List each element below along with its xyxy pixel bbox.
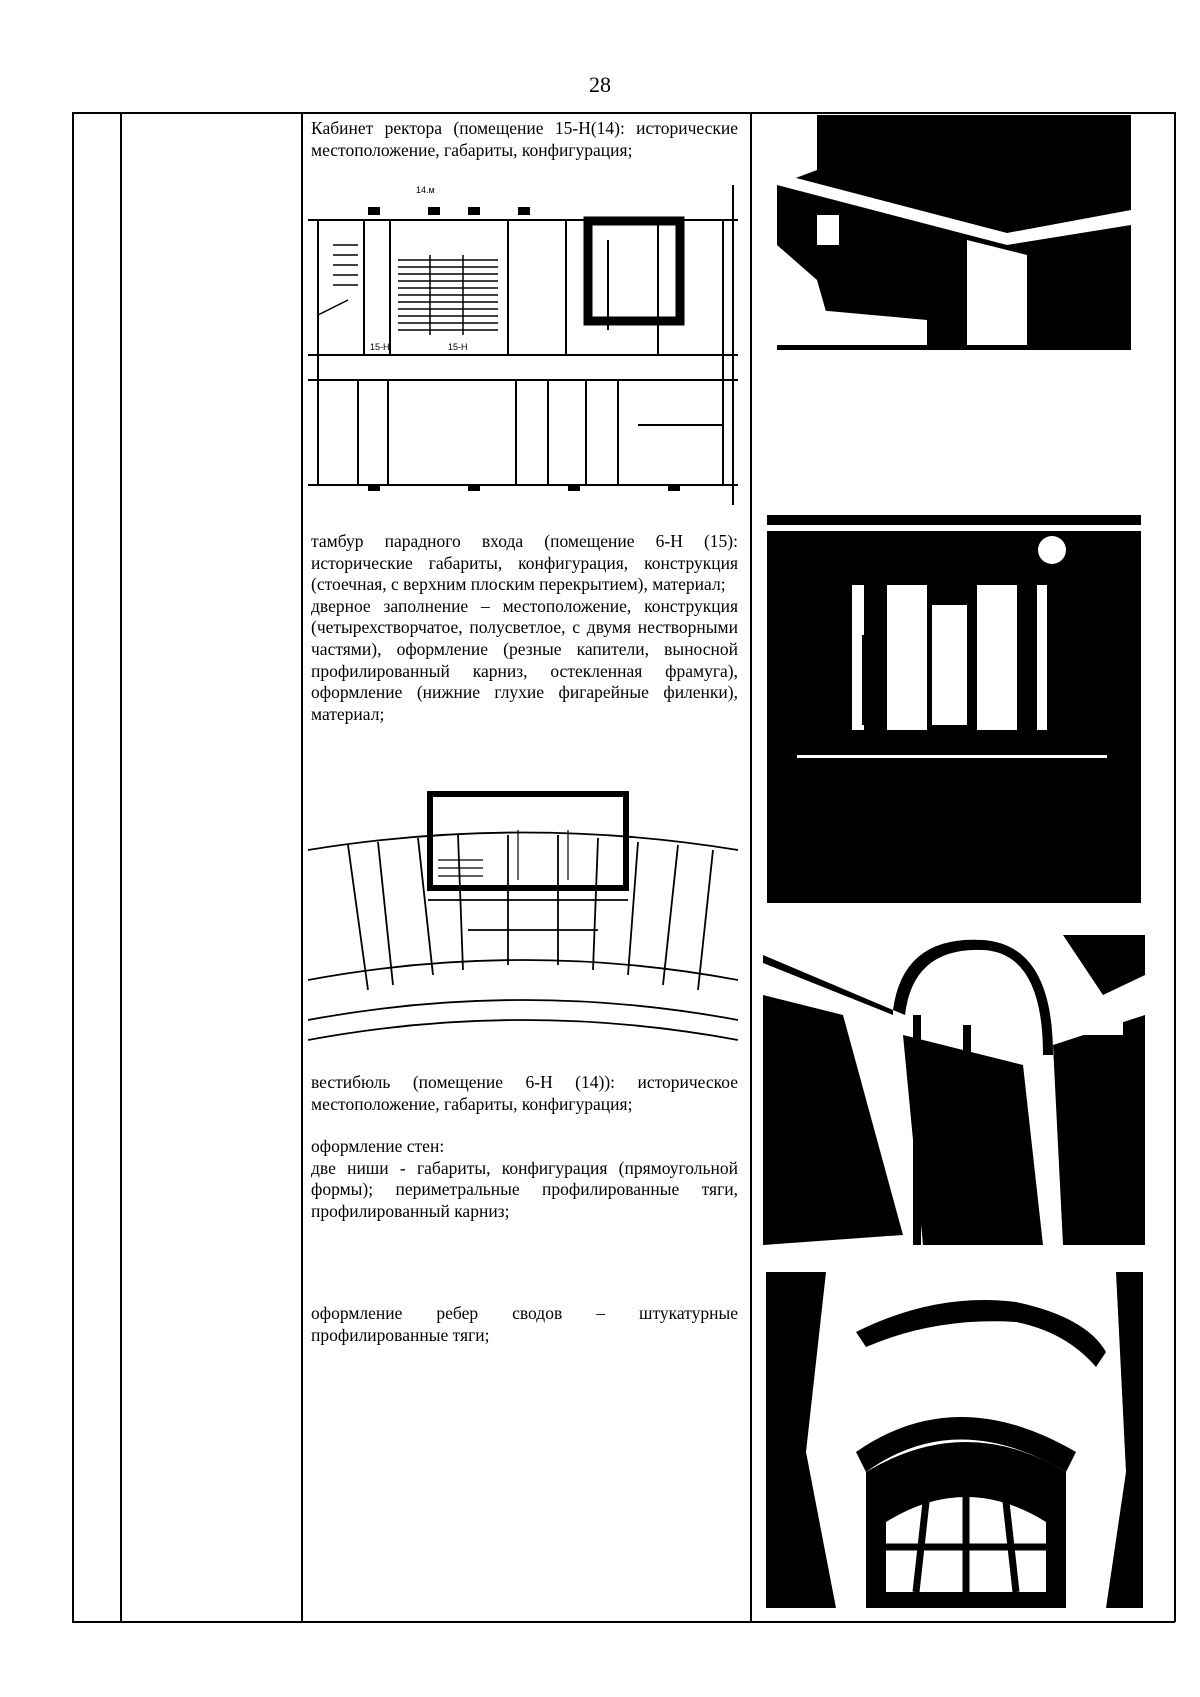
niches-desc: две ниши - габариты, конфигурация (прямоугольной формы); периметральные профилированные тяги, профилированный карниз; — [311, 1157, 738, 1221]
table-bottom-border — [72, 1621, 1175, 1623]
vault-ribs-text — [311, 1303, 738, 1346]
floor-plan-rector-office — [308, 185, 738, 505]
door-filling-desc: дверное заполнение – местоположение, конструкция (четырехстворчатое, полусветлое, с двумя нестворными частями), оформление (резные капители, выносной профилированный карниз, остекленная фрамуга), оформление (нижние глухие фигарейные филенки), материал; — [311, 595, 738, 724]
photo-vestibule-niches — [763, 935, 1145, 1245]
walls-heading: оформление стен: — [311, 1136, 445, 1157]
plan1-label-top: 14.м — [416, 185, 435, 195]
rector-office-text — [311, 118, 738, 161]
plan1-label-room-b: 15-Н — [448, 342, 468, 352]
table-col-border-1 — [72, 112, 74, 1622]
vault-ribs-desc: оформление ребер сводов – штукатурные профилированные тяги; — [311, 1303, 738, 1345]
photo-vault-ribs — [766, 1272, 1143, 1608]
photo-rector-office — [777, 115, 1131, 350]
vestibule-desc: вестибюль (помещение 6-Н (14)): историческое местоположение, габариты, конфигурация; — [311, 1072, 738, 1114]
table-top-border — [72, 112, 1175, 114]
rector-office-desc: Кабинет ректора (помещение 15-Н(14): исторические местоположение, габариты, конфигурация; — [311, 118, 738, 160]
table-col-border-2 — [120, 112, 122, 1622]
floor-plan-vestibule — [308, 790, 738, 1055]
table-col-border-5 — [1174, 112, 1176, 1622]
vestibule-text — [311, 1072, 738, 1223]
plan1-label-room-a: 15-Н — [370, 342, 390, 352]
tambour-desc: тамбур парадного входа (помещение 6-Н (15): исторические габариты, конфигурация, конструкция (стоечная, с верхним плоским перекрытием), материал; — [311, 531, 738, 595]
tambour-text — [311, 531, 738, 725]
photo-tambour-door — [767, 515, 1141, 903]
table-col-border-4 — [750, 112, 752, 1622]
page-number: 28 — [589, 72, 611, 97]
table-col-border-3 — [301, 112, 303, 1622]
